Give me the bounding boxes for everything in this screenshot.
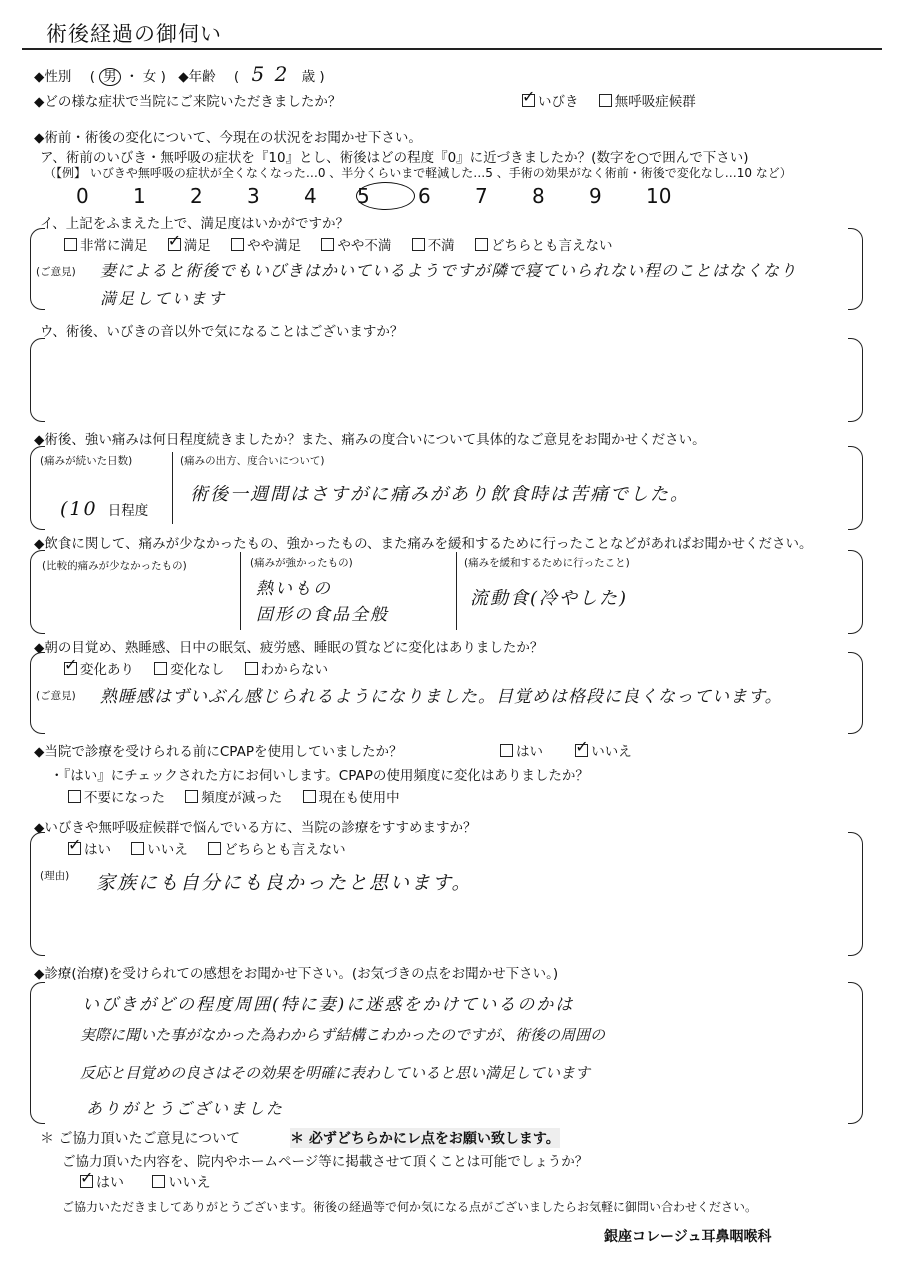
checkbox-icon: [154, 662, 167, 675]
recommend-option-label: どちらとも言えない: [224, 842, 346, 858]
sex-male-option[interactable]: 男: [99, 68, 121, 86]
checkbox-icon: [599, 94, 612, 107]
cpap-question: ◆当院で診療を受けられる前にCPAPを使用していましたか？: [34, 744, 403, 760]
recommend-reason-label: (理由): [40, 870, 70, 882]
scale-3[interactable]: 3: [247, 184, 260, 208]
cpap-sub-label: 不要になった: [84, 790, 165, 806]
pain-days-field[interactable]: (10 日程度: [60, 498, 149, 520]
impression-handwriting-line2[interactable]: 実際に聞いた事がなかった為わからず結構こわかったのですが、術後の周囲の: [80, 1026, 606, 1044]
cpap-sub-label: 現在も使用中: [318, 790, 400, 806]
cpap-option-no[interactable]: [575, 744, 632, 760]
checkbox-icon: [303, 790, 316, 803]
impression-bracket-left: [30, 982, 45, 1124]
satisfaction-somewhat-dis[interactable]: [321, 238, 391, 254]
checkbox-icon: [185, 790, 198, 803]
cpap-sub-reduced[interactable]: [185, 790, 282, 806]
change-question: ◆術前・術後の変化について、今現在の状況をお聞かせ下さい。: [34, 130, 422, 146]
recommend-option-label: はい: [84, 842, 111, 858]
impression-handwriting-line1[interactable]: いびきがどの程度周囲(特に妻)に迷惑をかけているのかは: [82, 995, 575, 1015]
recommend-option-label: いいえ: [147, 842, 188, 858]
checkbox-icon: [64, 238, 77, 251]
scale-8[interactable]: 8: [532, 184, 545, 208]
consent-option-label: はい: [96, 1175, 124, 1191]
scale-6[interactable]: 6: [418, 184, 431, 208]
satisfaction-dissatisfied[interactable]: [412, 238, 455, 254]
food-question: ◆飲食に関して、痛みが少なかったもの、強かったもの、また痛みを緩和するために行ったことなどがあればお聞かせください。: [34, 536, 813, 552]
satisfaction-label: どちらとも言えない: [490, 238, 613, 254]
consent-option-label: いいえ: [168, 1175, 211, 1191]
food-divider-1: [240, 552, 241, 630]
checkbox-icon: [131, 842, 144, 855]
pain-question: ◆術後、強い痛みは何日程度続きましたか？また、痛みの度合いについて具体的なご意見をお聞かせください。: [34, 432, 706, 448]
consent-question: ご協力頂いた内容を、院内やホームページ等に掲載させて頂くことは可能でしょうか？: [62, 1154, 589, 1170]
consent-option-yes[interactable]: [80, 1175, 124, 1191]
pain-degree-handwriting[interactable]: 術後一週間はさすがに痛みがあり飲食時は苦痛でした。: [190, 484, 690, 505]
scale-7[interactable]: 7: [475, 184, 488, 208]
checkbox-checked-icon: [80, 1175, 93, 1188]
footer-thanks: ご協力いただきましてありがとうございます。術後の経過等で何か気になる点がございましたらお気軽に御問い合わせください。: [62, 1200, 758, 1214]
cpap-sub-still-using[interactable]: [303, 790, 400, 806]
cpap-sub-options: [68, 786, 416, 806]
pain-days-unit: 日程度: [107, 503, 149, 519]
satisfaction-label: 不満: [427, 238, 455, 254]
morning-question: ◆朝の目覚め、熟睡感、日中の眠気、疲労感、睡眠の質などに変化はありましたか？: [34, 640, 544, 656]
pain-days-label: (痛みが続いた日数): [40, 455, 133, 467]
age-paren-open: (: [233, 69, 240, 85]
clinic-name: 銀座コレージュ耳鼻咽喉科: [604, 1229, 772, 1245]
scale-5-circle: 5: [356, 182, 415, 210]
satisfaction-satisfied[interactable]: [168, 238, 211, 254]
satisfaction-label: やや満足: [247, 238, 302, 254]
recommend-reason-handwriting[interactable]: 家族にも自分にも良かったと思います。: [96, 872, 473, 894]
change-sub-a: ア、術前のいびき・無呼吸の症状を『10』とし、術後はどの程度『0』に近づきましたか？(数字を○で囲んで下さい): [40, 150, 749, 166]
sex-female-option[interactable]: 女: [142, 69, 157, 85]
pain-degree-label: (痛みの出方、度合いについて): [180, 455, 325, 467]
checkbox-icon: [500, 744, 513, 757]
symptom-option-label: いびき: [538, 94, 579, 110]
sex-paren-open: (: [89, 69, 95, 85]
checkbox-icon: [231, 238, 244, 251]
title-divider: [22, 48, 882, 50]
satisfaction-label: 非常に満足: [80, 238, 148, 254]
sex-age-row: [34, 62, 325, 86]
cpap-option-label: いいえ: [591, 744, 632, 760]
concerns-bracket-right: [848, 338, 863, 422]
food-strong-line1[interactable]: 熱いもの: [256, 579, 332, 599]
recommend-options: [68, 838, 362, 858]
food-strong-label: (痛みが強かったもの): [250, 557, 353, 569]
recommend-option-yes[interactable]: [68, 842, 111, 858]
scale-4[interactable]: 4: [304, 184, 317, 208]
opinion-label: (ご意見): [36, 266, 76, 278]
cpap-sub-question: ・『はい』にチェックされた方にお伺いします。CPAPの使用頻度に変化はありましたか？: [50, 768, 589, 784]
pain-divider: [172, 452, 173, 524]
improvement-scale: [76, 182, 703, 210]
pain-days-value: 10: [69, 498, 98, 520]
cpap-option-yes[interactable]: [500, 744, 543, 760]
impression-bracket-right: [848, 982, 863, 1124]
checkbox-checked-icon: [522, 94, 535, 107]
checkbox-icon: [68, 790, 81, 803]
symptom-option-label: 無呼吸症候群: [614, 94, 696, 110]
other-concerns-question: ウ、術後、いびきの音以外で気になることはございますか？: [40, 324, 404, 340]
age-label: ◆年齢: [178, 69, 216, 85]
morning-opinion-handwriting[interactable]: 熟睡感はずいぶん感じられるようになりました。目覚めは格段に良くなっています。: [100, 687, 783, 707]
scale-1[interactable]: 1: [133, 184, 146, 208]
morning-option-label: わからない: [260, 662, 329, 678]
satisfaction-options: [64, 234, 628, 254]
food-relief-label: (痛みを緩和するために行ったこと): [464, 557, 630, 569]
symptom-options: [522, 90, 712, 110]
food-strong-line2[interactable]: 固形の食品全般: [256, 605, 389, 625]
checkbox-icon: [475, 238, 488, 251]
symptom-question: ◆どの様な症状で当院にご来院いただきましたか？: [34, 94, 342, 110]
symptom-option-apnea[interactable]: [599, 94, 696, 110]
recommend-bracket-left: [30, 832, 45, 956]
checkbox-icon: [412, 238, 425, 251]
recommend-option-no[interactable]: [131, 842, 188, 858]
satisfaction-label: やや不満: [337, 238, 392, 254]
morning-opinion-label: (ご意見): [36, 690, 76, 702]
opinion-handwriting-line2[interactable]: 満足しています: [100, 289, 227, 308]
checkbox-checked-icon: [64, 662, 77, 675]
impression-handwriting-line4[interactable]: ありがとうございました: [86, 1099, 285, 1118]
concerns-bracket-left: [30, 338, 45, 422]
consent-option-no[interactable]: [152, 1175, 210, 1191]
checkbox-icon: [245, 662, 258, 675]
checkbox-icon: [208, 842, 221, 855]
scale-10[interactable]: 10: [646, 184, 672, 208]
scale-5-selected[interactable]: [357, 182, 418, 210]
morning-option-unchanged[interactable]: [154, 662, 224, 678]
checkbox-icon: [152, 1175, 165, 1188]
impression-handwriting-line3[interactable]: 反応と目覚めの良さはその効果を明確に表わしていると思い満足しています: [80, 1064, 591, 1082]
consent-header-right: ＊ 必ずどちらかにレ点をお願い致します。: [290, 1128, 560, 1148]
opinion-handwriting-line1[interactable]: 妻によると術後でもいびきはかいているようですが隣で寝ていられない程のことはなくなり: [100, 261, 798, 280]
satisfaction-very[interactable]: [64, 238, 148, 254]
scale-9[interactable]: 9: [589, 184, 602, 208]
morning-bracket-right: [848, 652, 863, 734]
food-divider-2: [456, 552, 457, 630]
satisfaction-neither[interactable]: [475, 238, 613, 254]
pain-bracket-right: [848, 446, 863, 530]
sex-separator: ・: [125, 69, 139, 85]
food-less-label: (比較的痛みが少なかったもの): [42, 560, 187, 572]
satisfaction-label: 満足: [183, 238, 211, 254]
scale-0[interactable]: 0: [76, 184, 89, 208]
recommend-option-neither[interactable]: [208, 842, 346, 858]
morning-options: [64, 658, 344, 678]
morning-option-label: 変化なし: [170, 662, 225, 678]
morning-option-unknown[interactable]: [245, 662, 329, 678]
page-title: 術後経過の御伺い: [46, 22, 222, 46]
cpap-sub-label: 頻度が減った: [201, 790, 283, 806]
cpap-options: [500, 740, 648, 760]
morning-option-changed[interactable]: [64, 662, 134, 678]
scale-2[interactable]: 2: [190, 184, 203, 208]
checkbox-checked-icon: [68, 842, 81, 855]
cpap-option-label: はい: [516, 744, 543, 760]
morning-option-label: 変化あり: [80, 662, 134, 678]
consent-header-left: ＊ ご協力頂いたご意見について: [40, 1131, 241, 1147]
recommend-question: ◆いびきや無呼吸症候群で悩んでいる方に、当院の診療をすすめますか？: [34, 820, 477, 836]
sex-paren-close: ): [160, 69, 166, 85]
checkbox-icon: [321, 238, 334, 251]
food-bracket-right: [848, 550, 863, 634]
consent-options: [80, 1172, 226, 1192]
satisfaction-question: イ、上記をふまえた上で、満足度はいかがですか？: [40, 216, 350, 232]
checkbox-checked-icon: [575, 744, 588, 757]
age-value[interactable]: 5 2: [251, 62, 290, 86]
food-relief-handwriting[interactable]: 流動食(冷やした): [470, 588, 629, 609]
sex-label: ◆性別: [34, 69, 72, 85]
satisfaction-somewhat[interactable]: [231, 238, 301, 254]
opinion-bracket-right: [848, 228, 863, 310]
checkbox-checked-icon: [168, 238, 181, 251]
age-unit: 歳 ): [301, 69, 325, 85]
symptom-option-snoring[interactable]: [522, 94, 579, 110]
recommend-bracket-right: [848, 832, 863, 956]
cpap-sub-unneeded[interactable]: [68, 790, 165, 806]
impression-question: ◆診療(治療)を受けられての感想をお聞かせ下さい。(お気づきの点をお聞かせ下さい。): [34, 966, 559, 982]
change-example: （【例】 いびきや無呼吸の症状が全くなくなった…0 、半分くらいまで軽減した…5 、手術の効果がなく術前・術後で変化なし…10 など）: [44, 166, 792, 180]
